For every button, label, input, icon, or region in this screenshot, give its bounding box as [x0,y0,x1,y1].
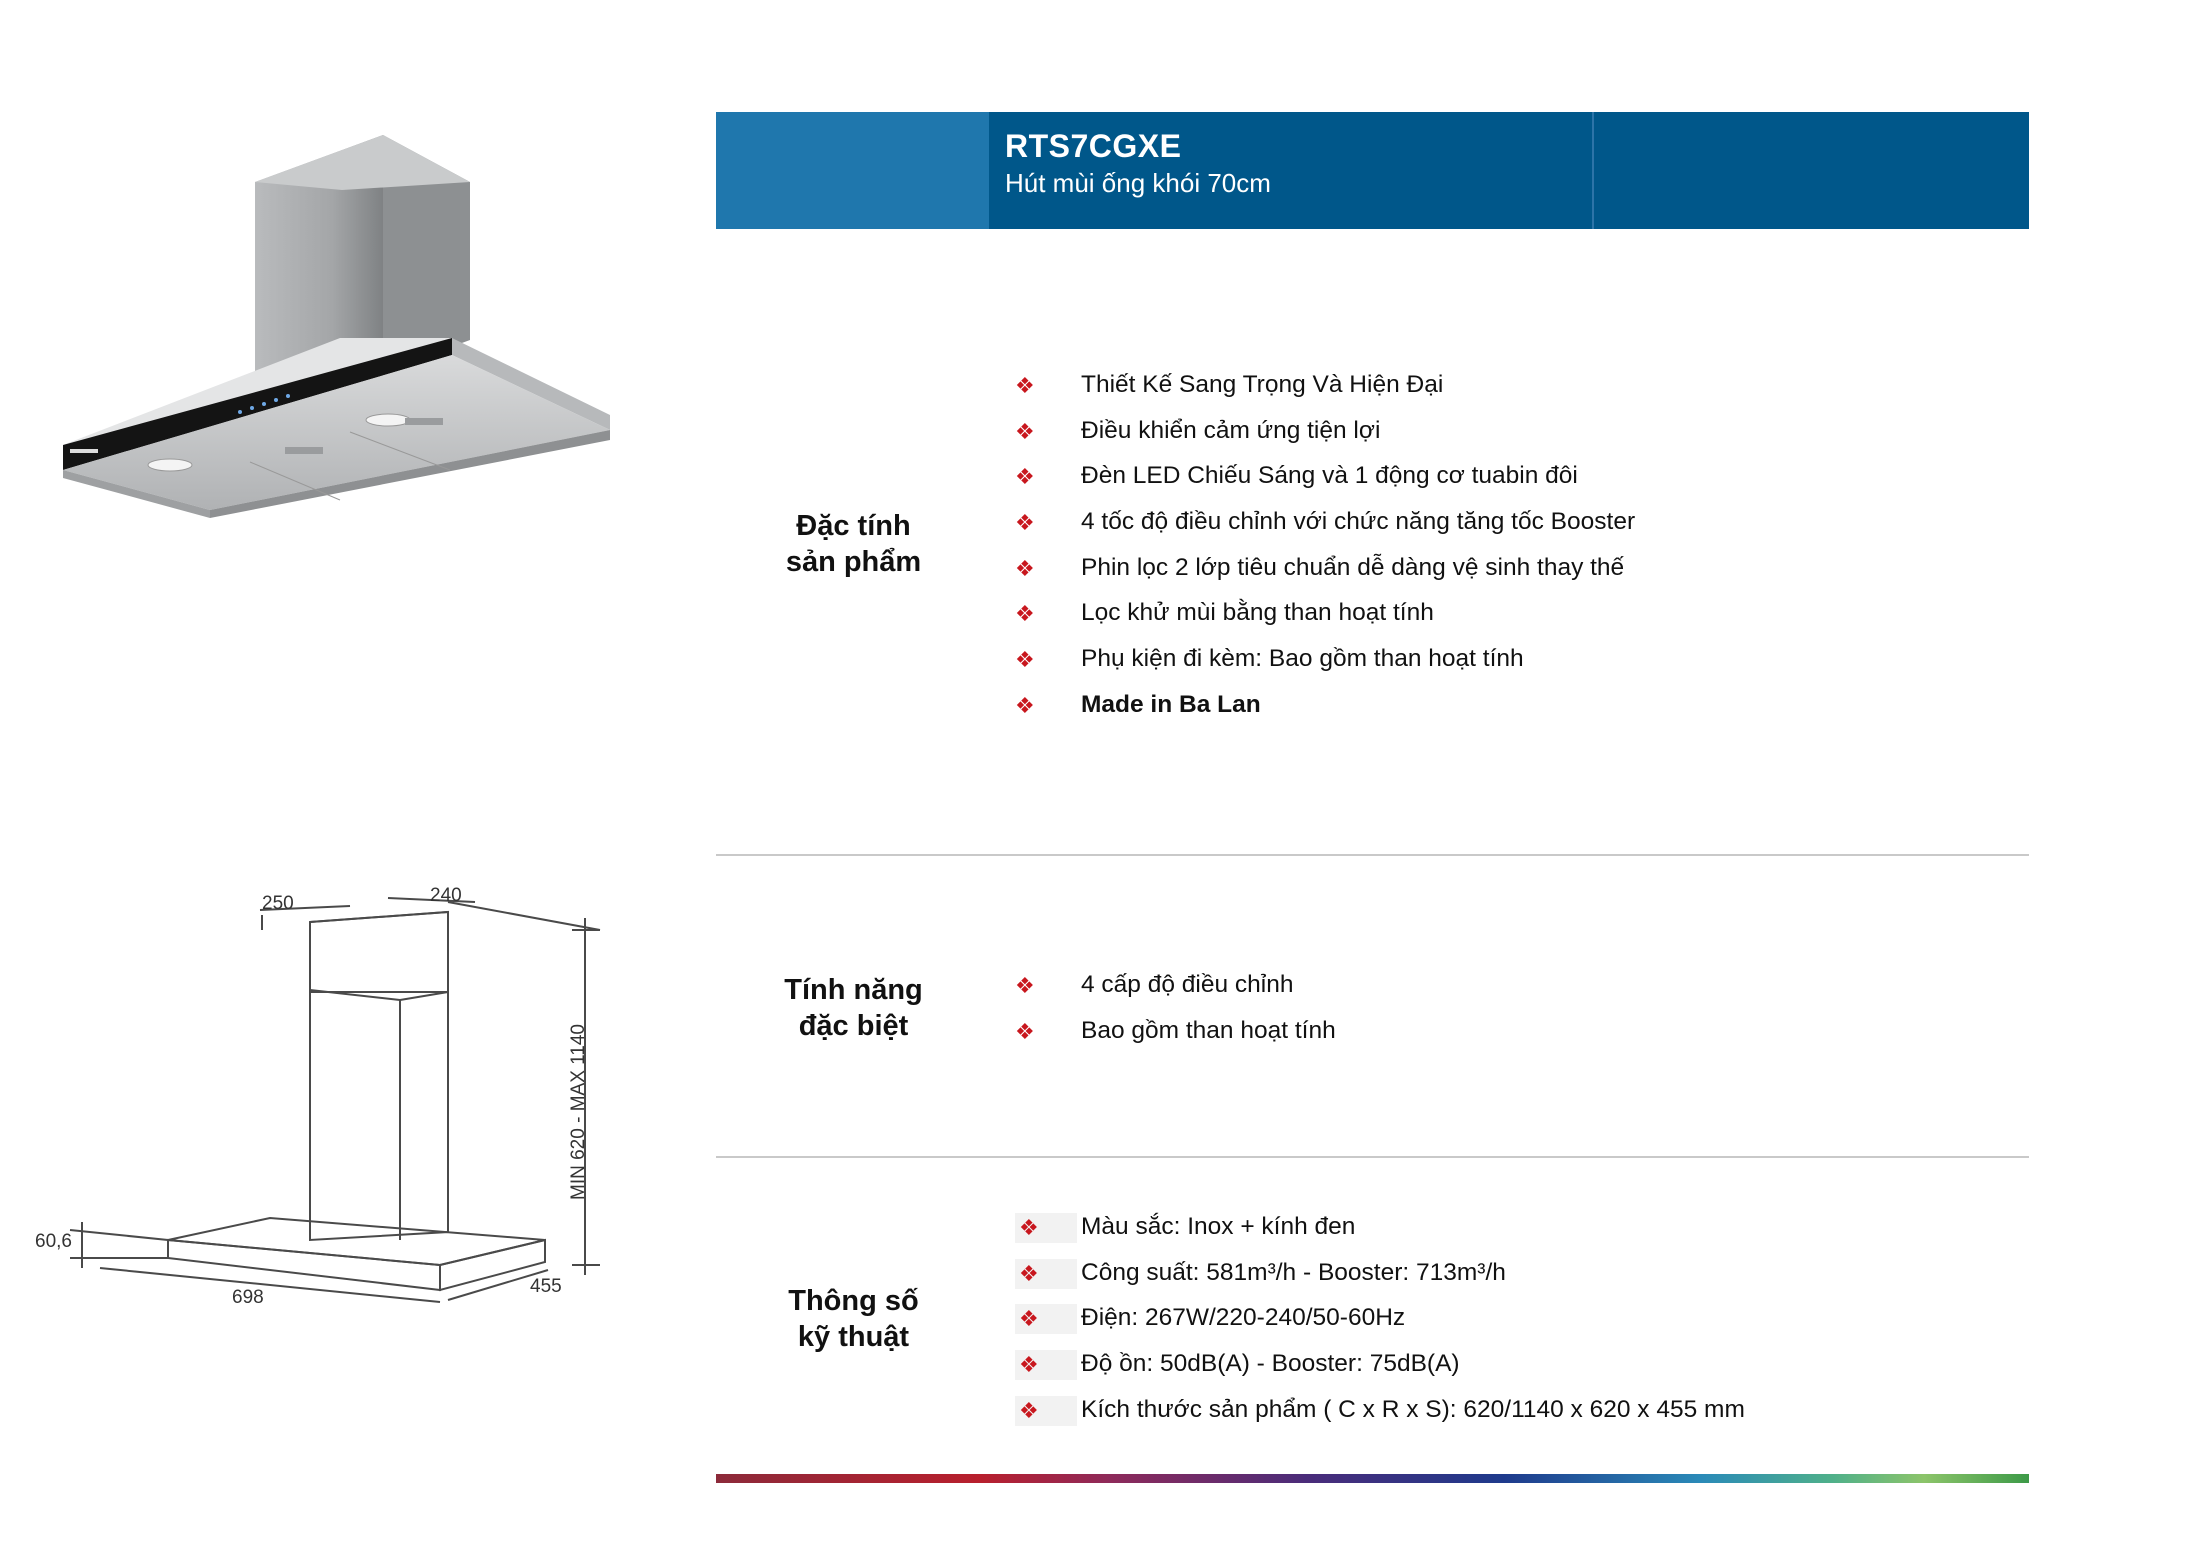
list-item: ❖ Made in Ba Lan [1015,690,1635,736]
specs-title-line2: kỹ thuật [797,1321,910,1353]
dim-height-label: MIN 620 - MAX 1140 [568,1023,589,1200]
header-separator [1592,112,1594,229]
list-item: ❖ Màu sắc: Inox + kính đen [1015,1212,1745,1258]
list-item: ❖ Lọc khử mùi bằng than hoạt tính [1015,598,1635,644]
section-divider [716,854,2029,856]
bullet-icon: ❖ [1015,647,1035,673]
model-name: RTS7CGXE [1005,128,1182,164]
features-title-line1: Đặc tính [796,510,911,542]
special-title [716,972,991,1044]
specs-title [716,1283,991,1355]
dim-455-label: 455 [530,1276,562,1297]
special-list [1015,970,1336,1061]
list-item: ❖ 4 cấp độ điều chỉnh [1015,970,1336,1016]
bullet-icon: ❖ [1015,601,1035,627]
features-list [1015,370,1635,736]
dim-60-6-label: 60,6 [35,1231,72,1252]
bullet-icon: ❖ [1015,373,1035,398]
list-item: ❖ Độ ồn: 50dB(A) - Booster: 75dB(A) [1015,1349,1745,1395]
list-item: ❖ Phụ kiện đi kèm: Bao gồm than hoạt tính [1015,644,1635,690]
bullet-icon: ❖ [1015,1396,1077,1426]
bullet-icon: ❖ [1015,1259,1077,1289]
product-subtitle: Hút mùi ống khói 70cm [1005,168,1271,198]
specs-list [1015,1212,1745,1440]
header-accent-block [716,112,989,229]
dim-240-label: 240 [430,885,462,906]
bullet-icon: ❖ [1015,1304,1077,1334]
section-divider [716,1156,2029,1158]
special-title-line1: Tính năng [784,974,923,1006]
technical-drawing [70,898,600,1302]
features-title-line2: sản phẩm [785,546,922,578]
range-hood-photo [63,135,610,518]
list-item: ❖ Điện: 267W/220-240/50-60Hz [1015,1303,1745,1349]
bullet-icon: ❖ [1015,418,1035,444]
list-item: ❖ Phin lọc 2 lớp tiêu chuẩn dễ dàng vệ sinh thay thế [1015,553,1635,599]
list-item: ❖ Điều khiển cảm ứng tiện lợi [1015,416,1635,462]
list-item: ❖ Thiết Kế Sang Trọng Và Hiện Đại [1015,370,1635,416]
bullet-icon: ❖ [1015,510,1035,536]
specs-title-line1: Thông số [788,1285,919,1317]
list-item: ❖ Bao gồm than hoạt tính [1015,1016,1336,1062]
dim-698-label: 698 [232,1287,264,1308]
bullet-icon: ❖ [1015,692,1035,718]
footer-gradient-bar [716,1474,2029,1483]
features-title [716,508,991,580]
bullet-icon: ❖ [1015,1350,1077,1380]
bullet-icon: ❖ [1015,1018,1035,1044]
bullet-icon: ❖ [1015,555,1035,581]
list-item: ❖ 4 tốc độ điều chỉnh với chức năng tăng tốc Booster [1015,507,1635,553]
list-item: ❖ Công suất: 581m³/h - Booster: 713m³/h [1015,1258,1745,1304]
bullet-icon: ❖ [1015,1213,1077,1243]
bullet-icon: ❖ [1015,973,1035,998]
bullet-icon: ❖ [1015,464,1035,490]
special-title-line2: đặc biệt [798,1010,909,1042]
list-item: ❖ Kích thước sản phẩm ( C x R x S): 620/1140 x 620 x 455 mm [1015,1395,1745,1441]
dim-250-label: 250 [262,893,294,914]
list-item: ❖ Đèn LED Chiếu Sáng và 1 động cơ tuabin đôi [1015,461,1635,507]
